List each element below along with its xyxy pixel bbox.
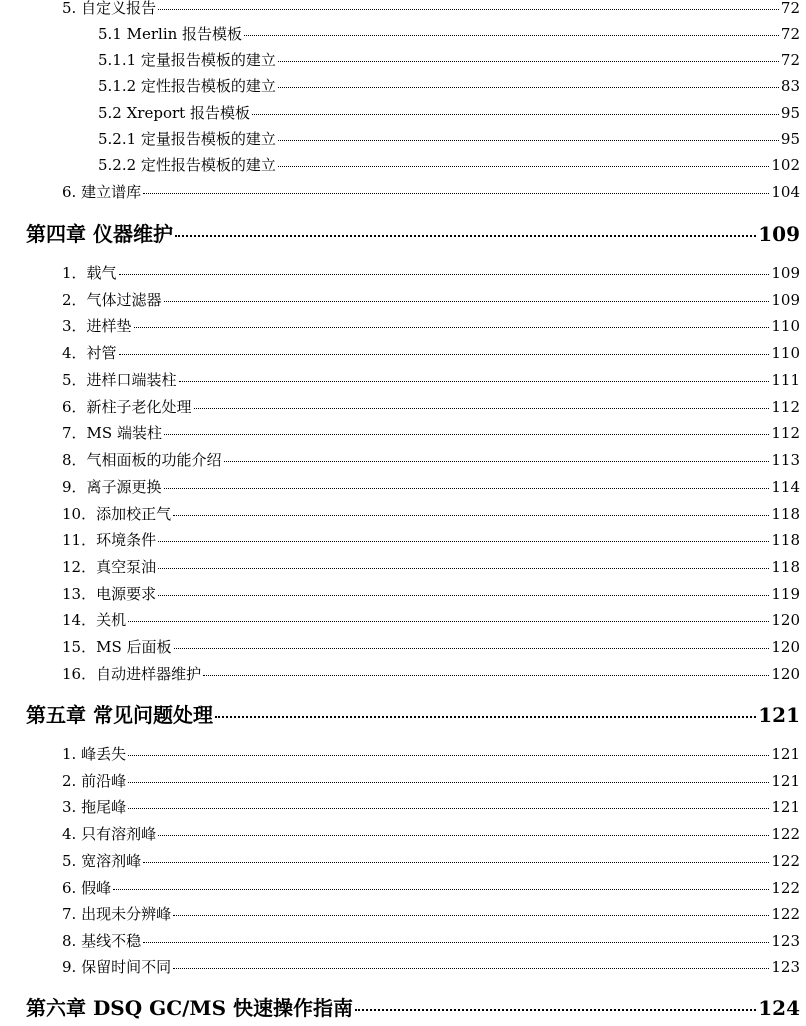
toc-entry-title: 5．进样口端装柱 — [62, 371, 177, 389]
toc-entry-page: 109 — [771, 264, 800, 282]
toc-entry[interactable] — [62, 505, 800, 523]
toc-entry[interactable] — [62, 398, 800, 416]
toc-entry-title: 1. 峰丢失 — [62, 745, 127, 763]
toc-chapter-title: 第六章 DSQ GC/MS 快速操作指南 — [26, 996, 353, 1020]
toc-entry-title: 11．环境条件 — [62, 531, 157, 549]
toc-entry-page: 113 — [771, 451, 800, 469]
toc-entry-title: 4．衬管 — [62, 344, 117, 362]
toc-entry[interactable] — [62, 317, 800, 335]
toc-entry[interactable] — [98, 156, 800, 174]
toc-entry-page: 120 — [771, 638, 800, 656]
toc-entry[interactable] — [98, 25, 800, 43]
toc-entry[interactable] — [62, 772, 800, 790]
dot-leader — [173, 915, 769, 916]
dot-leader — [158, 9, 779, 10]
toc-entry-page: 122 — [771, 825, 800, 843]
toc-entry-page: 104 — [771, 183, 800, 201]
dot-leader — [164, 301, 770, 302]
toc-entry-page: 95 — [780, 104, 800, 122]
toc-entry[interactable] — [62, 798, 800, 816]
toc-entry[interactable] — [62, 611, 800, 629]
toc-entry-page: 123 — [771, 932, 800, 950]
toc-entry-page: 122 — [771, 905, 800, 923]
toc-chapter-title: 第四章 仪器维护 — [26, 222, 173, 246]
toc-entry[interactable] — [62, 558, 800, 576]
dot-leader — [119, 354, 770, 355]
dot-leader — [179, 381, 770, 382]
dot-leader — [128, 755, 769, 756]
dot-leader — [278, 140, 779, 141]
dot-leader — [113, 889, 769, 890]
dot-leader — [278, 87, 779, 88]
toc-entry-page: 122 — [771, 879, 800, 897]
toc-entry-title: 14．关机 — [62, 611, 127, 629]
toc-entry-title: 6．新柱子老化处理 — [62, 398, 192, 416]
dot-leader — [119, 274, 770, 275]
dot-leader — [164, 434, 769, 435]
toc-entry-page: 95 — [780, 130, 800, 148]
toc-entry[interactable] — [62, 183, 800, 201]
toc-entry-title: 5.1 Merlin 报告模板 — [98, 25, 243, 43]
toc-entry[interactable] — [62, 264, 800, 282]
toc-entry-title: 10．添加校正气 — [62, 505, 172, 523]
toc-entry[interactable] — [62, 665, 800, 683]
toc-entry-page: 118 — [771, 505, 800, 523]
toc-chapter-title: 第五章 常见问题处理 — [26, 703, 213, 727]
toc-entry[interactable] — [62, 424, 800, 442]
dot-leader — [244, 35, 779, 36]
toc-entry-page: 122 — [771, 852, 800, 870]
toc-entry-page: 111 — [771, 371, 800, 389]
toc-entry-title: 6. 建立谱库 — [62, 183, 142, 201]
dot-leader — [128, 621, 769, 622]
toc-entry-title: 15．MS 后面板 — [62, 638, 172, 656]
toc-entry-page: 118 — [771, 531, 800, 549]
dot-leader — [158, 595, 769, 596]
dot-leader — [174, 648, 770, 649]
toc-chapter-page: 109 — [758, 222, 800, 246]
toc-chapter-page: 124 — [758, 996, 800, 1020]
toc-entry-title: 4. 只有溶剂峰 — [62, 825, 157, 843]
toc-entry-title: 2. 前沿峰 — [62, 772, 127, 790]
toc-entry[interactable] — [62, 638, 800, 656]
toc-entry[interactable] — [62, 879, 800, 897]
toc-entry[interactable] — [62, 745, 800, 763]
dot-leader — [194, 408, 770, 409]
dot-leader — [134, 327, 770, 328]
toc-chapter-heading[interactable] — [26, 703, 800, 727]
toc-entry-title: 5. 宽溶剂峰 — [62, 852, 142, 870]
toc-entry-page: 110 — [771, 344, 800, 362]
toc-entry-page: 114 — [771, 478, 800, 496]
toc-entry[interactable] — [62, 291, 800, 309]
toc-entry-page: 112 — [771, 424, 800, 442]
toc-chapter-page: 121 — [758, 703, 800, 727]
toc-entry-title: 2．气体过滤器 — [62, 291, 162, 309]
toc-entry[interactable] — [62, 371, 800, 389]
toc-entry-title: 8. 基线不稳 — [62, 932, 142, 950]
toc-entry[interactable] — [98, 51, 800, 69]
toc-entry[interactable] — [98, 130, 800, 148]
toc-entry-title: 13．电源要求 — [62, 585, 157, 603]
toc-entry[interactable] — [62, 932, 800, 950]
dot-leader — [355, 1009, 756, 1011]
toc-entry-title: 5.1.2 定性报告模板的建立 — [98, 77, 276, 95]
toc-entry-page: 123 — [771, 958, 800, 976]
toc-entry-page: 72 — [780, 51, 800, 69]
dot-leader — [173, 515, 769, 516]
toc-entry-title: 7. 出现未分辨峰 — [62, 905, 172, 923]
toc-entry-title: 3．进样垫 — [62, 317, 132, 335]
dot-leader — [158, 541, 769, 542]
toc-entry-title: 8．气相面板的功能介绍 — [62, 451, 222, 469]
dot-leader — [158, 835, 769, 836]
toc-entry[interactable] — [62, 344, 800, 362]
toc-entry[interactable] — [98, 77, 800, 95]
toc-entry-page: 72 — [780, 0, 800, 17]
dot-leader — [252, 114, 779, 115]
toc-entry[interactable] — [62, 531, 800, 549]
toc-chapter-heading[interactable] — [26, 996, 800, 1020]
toc-entry-title: 5.2 Xreport 报告模板 — [98, 104, 250, 122]
dot-leader — [128, 808, 769, 809]
toc-entry-title: 9. 保留时间不同 — [62, 958, 172, 976]
dot-leader — [278, 166, 769, 167]
toc-entry-title: 5.1.1 定量报告模板的建立 — [98, 51, 276, 69]
toc-entry[interactable] — [62, 0, 800, 17]
dot-leader — [175, 235, 756, 237]
toc-entry-page: 83 — [780, 77, 800, 95]
toc-entry-title: 5. 自定义报告 — [62, 0, 157, 17]
dot-leader — [203, 675, 769, 676]
dot-leader — [278, 61, 779, 62]
dot-leader — [173, 968, 769, 969]
dot-leader — [143, 193, 769, 194]
toc-entry[interactable] — [62, 478, 800, 496]
toc-entry[interactable] — [98, 104, 800, 122]
toc-entry-page: 102 — [771, 156, 800, 174]
toc-entry-title: 9．离子源更换 — [62, 478, 162, 496]
toc-entry-title: 5.2.1 定量报告模板的建立 — [98, 130, 276, 148]
toc-entry-page: 119 — [771, 585, 800, 603]
toc-entry-title: 5.2.2 定性报告模板的建立 — [98, 156, 276, 174]
toc-entry-page: 121 — [771, 772, 800, 790]
toc-entry-page: 118 — [771, 558, 800, 576]
toc-entry-page: 120 — [771, 611, 800, 629]
toc-entry-page: 72 — [780, 25, 800, 43]
dot-leader — [143, 862, 769, 863]
dot-leader — [128, 782, 769, 783]
toc-entry[interactable] — [62, 825, 800, 843]
toc-entry-title: 1．载气 — [62, 264, 117, 282]
toc-entry-page: 121 — [771, 798, 800, 816]
dot-leader — [164, 488, 770, 489]
dot-leader — [158, 568, 769, 569]
toc-entry-title: 7．MS 端装柱 — [62, 424, 162, 442]
toc-entry[interactable] — [62, 585, 800, 603]
toc-entry-page: 120 — [771, 665, 800, 683]
toc-entry-page: 121 — [771, 745, 800, 763]
toc-entry-page: 109 — [771, 291, 800, 309]
toc-entry[interactable] — [62, 451, 800, 469]
toc-chapter-heading[interactable] — [26, 222, 800, 246]
toc-entry[interactable] — [62, 852, 800, 870]
toc-entry-title: 6. 假峰 — [62, 879, 112, 897]
toc-entry-title: 3. 拖尾峰 — [62, 798, 127, 816]
dot-leader — [224, 461, 770, 462]
dot-leader — [143, 942, 769, 943]
toc-entry-title: 12．真空泵油 — [62, 558, 157, 576]
dot-leader — [215, 716, 756, 718]
toc-entry-title: 16．自动进样器维护 — [62, 665, 202, 683]
toc-entry-page: 112 — [771, 398, 800, 416]
toc-entry[interactable] — [62, 905, 800, 923]
toc-entry-page: 110 — [771, 317, 800, 335]
toc-entry[interactable] — [62, 958, 800, 976]
